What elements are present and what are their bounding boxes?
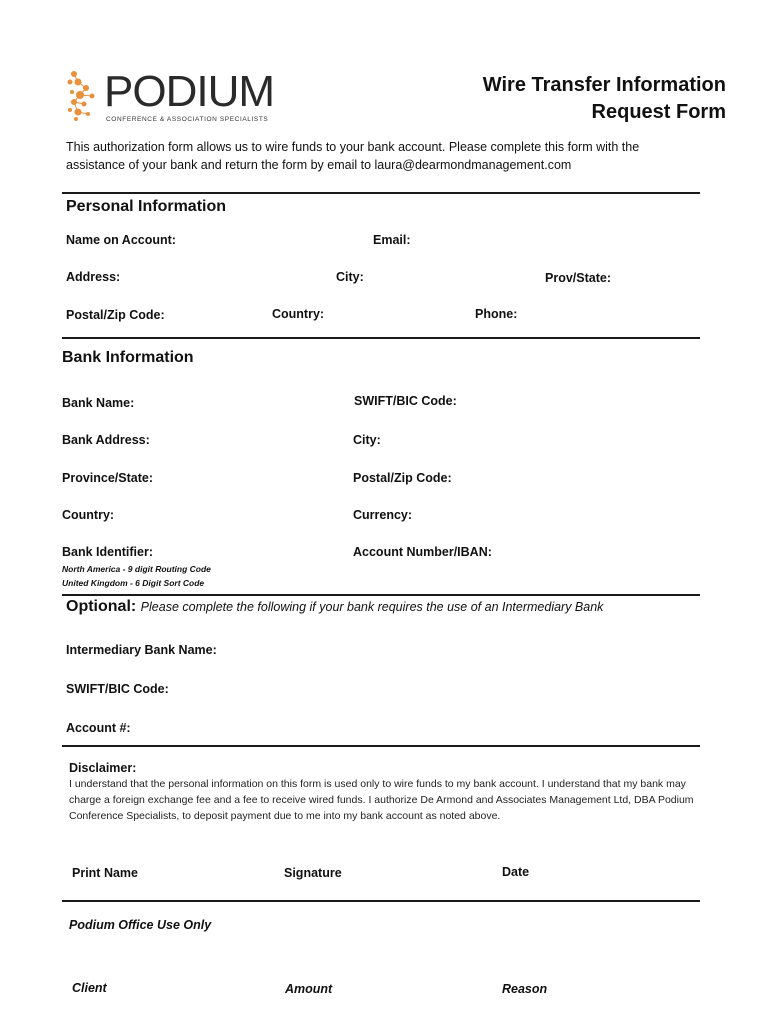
bank-postal-field[interactable]: Postal/Zip Code: [353,471,452,485]
bank-identifier-field[interactable]: Bank Identifier: [62,545,153,559]
amount-field[interactable]: Amount [285,982,333,996]
intermediary-account-field[interactable]: Account #: [66,721,131,735]
bank-swift-field[interactable]: SWIFT/BIC Code: [354,394,457,408]
city-field[interactable]: City: [336,270,364,284]
form-title-line1: Wire Transfer Information [482,74,726,96]
intro-text: This authorization form allows us to wire funds to your bank account. Please complete this form with the assistance of your bank and return the form by email to laura@dearmondmanagement.com [66,140,640,172]
date-field[interactable]: Date [502,865,530,879]
intermediary-bank-field[interactable]: Intermediary Bank Name: [66,643,217,657]
divider [62,337,700,339]
form-title-line2: Request Form [591,101,726,123]
bank-province-field[interactable]: Province/State: [62,471,154,485]
country-field[interactable]: Country: [272,307,325,321]
divider [62,900,700,902]
bank-city-field[interactable]: City: [353,433,381,447]
postal-zip-field[interactable]: Postal/Zip Code: [66,308,165,322]
account-number-field[interactable]: Account Number/IBAN: [353,545,492,559]
optional-label: Optional: [66,598,137,615]
optional-heading [66,598,603,616]
reason-field[interactable]: Reason [502,982,548,996]
divider [62,192,700,194]
divider [62,594,700,596]
logo-wordmark: PODIUM [104,67,274,116]
logo-molecule-icon [66,68,102,122]
bank-address-field[interactable]: Bank Address: [62,433,150,447]
disclaimer-text: I understand that the personal information on this form is used only to wire funds to my bank account. I understand that my bank may charge a foreign exchange fee and a fee to receive wired funds. I authorize De Armond and Associates Management Ltd, DBA Podium Conference Specialists, to deposit payment due to me into my bank account as noted above. [69,778,694,822]
bank-info-heading: Bank Information [62,349,194,366]
prov-state-field[interactable]: Prov/State: [545,271,611,285]
currency-field[interactable]: Currency: [353,508,413,522]
logo-tagline: CONFERENCE & ASSOCIATION SPECIALISTS [106,116,269,123]
bank-name-field[interactable]: Bank Name: [62,396,135,410]
client-field[interactable]: Client [72,981,107,995]
note-north-america: North America - 9 digit Routing Code [62,564,211,574]
disclaimer-heading: Disclaimer: [69,761,137,775]
bank-country-field[interactable]: Country: [62,508,115,522]
office-use-heading: Podium Office Use Only [69,918,212,932]
personal-info-heading: Personal Information [66,198,227,215]
optional-instruction: Please complete the following if your bank requires the use of an Intermediary Bank [140,600,604,614]
note-uk: United Kingdom - 6 Digit Sort Code [62,578,205,588]
address-field[interactable]: Address: [66,270,121,284]
divider [62,745,700,747]
print-name-field[interactable]: Print Name [72,866,138,880]
intermediary-swift-field[interactable]: SWIFT/BIC Code: [66,682,169,696]
email-field[interactable]: Email: [373,233,411,247]
name-on-account-field[interactable]: Name on Account: [66,233,176,247]
phone-field[interactable]: Phone: [475,307,518,321]
signature-field[interactable]: Signature [284,866,342,880]
